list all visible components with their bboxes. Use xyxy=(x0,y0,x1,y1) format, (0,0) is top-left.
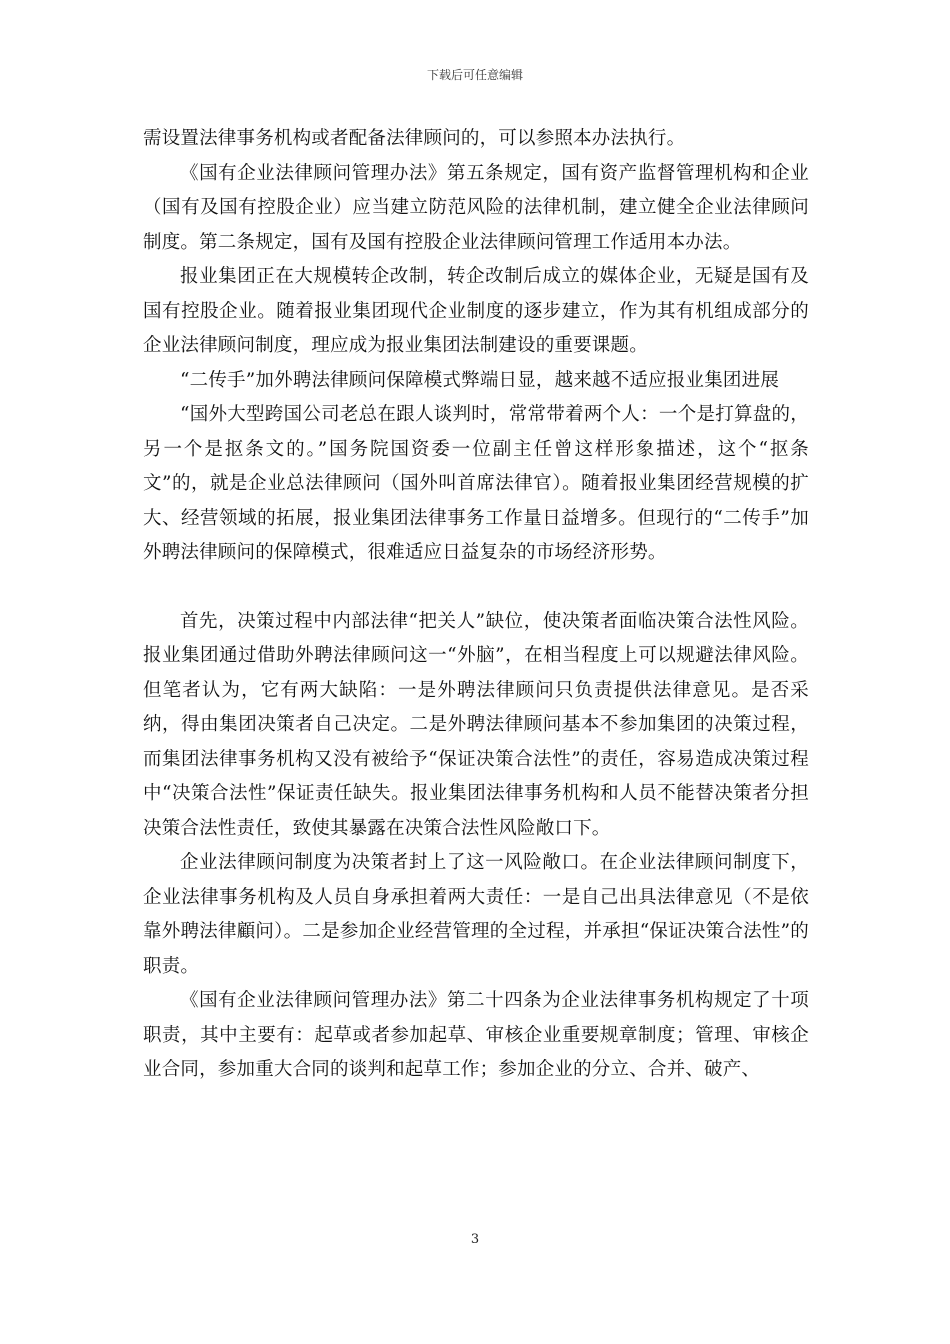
paragraph-3: 报业集团正在大规模转企改制，转企改制后成立的媒体企业，无疑是国有及国有控股企业。随着报业集团现代企业制度的逐步建立，作为其有机组成部分的企业法律顾问制度，理应成为报业集团法制建设的重要课题。 xyxy=(143,266,809,356)
paragraph-2: 《国有企业法律顾问管理办法》第五条规定，国有资产监督管理机构和企业（国有及国有控股企业）应当建立防范风险的法律机制，建立健全企业法律顾问制度。第二条规定，国有及国有控股企业法律顾问管理工作适用本办法。 xyxy=(143,162,809,253)
paragraph-6: 企业法律顾问制度为决策者封上了这一风险敞口。在企业法律顾问制度下，企业法律事务机构及人员自身承担着两大责任：一是自己出具法律意见（不是依靠外聘法律顧问）。二是参加企业经营管理的全过程，并承担“保证决策合法性”的职责。 xyxy=(143,852,809,977)
section-heading: “二传手”加外聘法律顾问保障模式弊端日显，越来越不适应报业集团进展 xyxy=(180,369,780,391)
paragraph-5: 首先，决策过程中内部法律“把关人”缺位，使决策者面临决策合法性风险。报业集团通过借助外聘法律顾问这一“外脑”，在相当程度上可以规避法律风险。但笔者认为，它有两大缺陷：一是外聘法律顾问只负责提供法律意见。是否采纳，得由集团决策者自己决定。二是外聘法律顾问基本不参加集团的决策过程，而集团法律事务机构又没有被给予“保证决策合法性”的责任，容易造成决策过程中“决策合法性”保证责任缺失。报业集团法律事务机构和人员不能替决策者分担决策合法性责任，致使其暴露在决策合法性风险敞口下。 xyxy=(143,610,809,839)
page-number: 3 xyxy=(470,1232,480,1247)
paragraph-4: “国外大型跨国公司老总在跟人谈判时，常常带着两个人：一个是打算盘的，另一个是抠条文的。”国务院国资委一位副主任曾这样形象描述，这个“抠条文”的，就是企业总法律顾问（国外叫首席法律官）。随着报业集团经营规模的扩大、经营领域的拓展，报业集团法律事务工作量日益增多。但现行的“二传手”加外聘法律顾问的保障模式，很难适应日益复杂的市场经济形势。 xyxy=(143,404,809,563)
paragraph-7: 《国有企业法律顾问管理办法》第二十四条为企业法律事务机构规定了十项职责，其中主要有：起草或者参加起草、审核企业重要规章制度；管理、审核企业合同，参加重大合同的谈判和起草工作；参加企业的分立、合并、破产、 xyxy=(143,990,809,1080)
paragraph-1: 需设置法律事务机构或者配备法律顾问的，可以参照本办法执行。 xyxy=(143,128,686,149)
document-body xyxy=(143,122,809,1088)
blank-line xyxy=(143,571,809,605)
page-header: 下载后可任意编辑 xyxy=(426,68,523,82)
